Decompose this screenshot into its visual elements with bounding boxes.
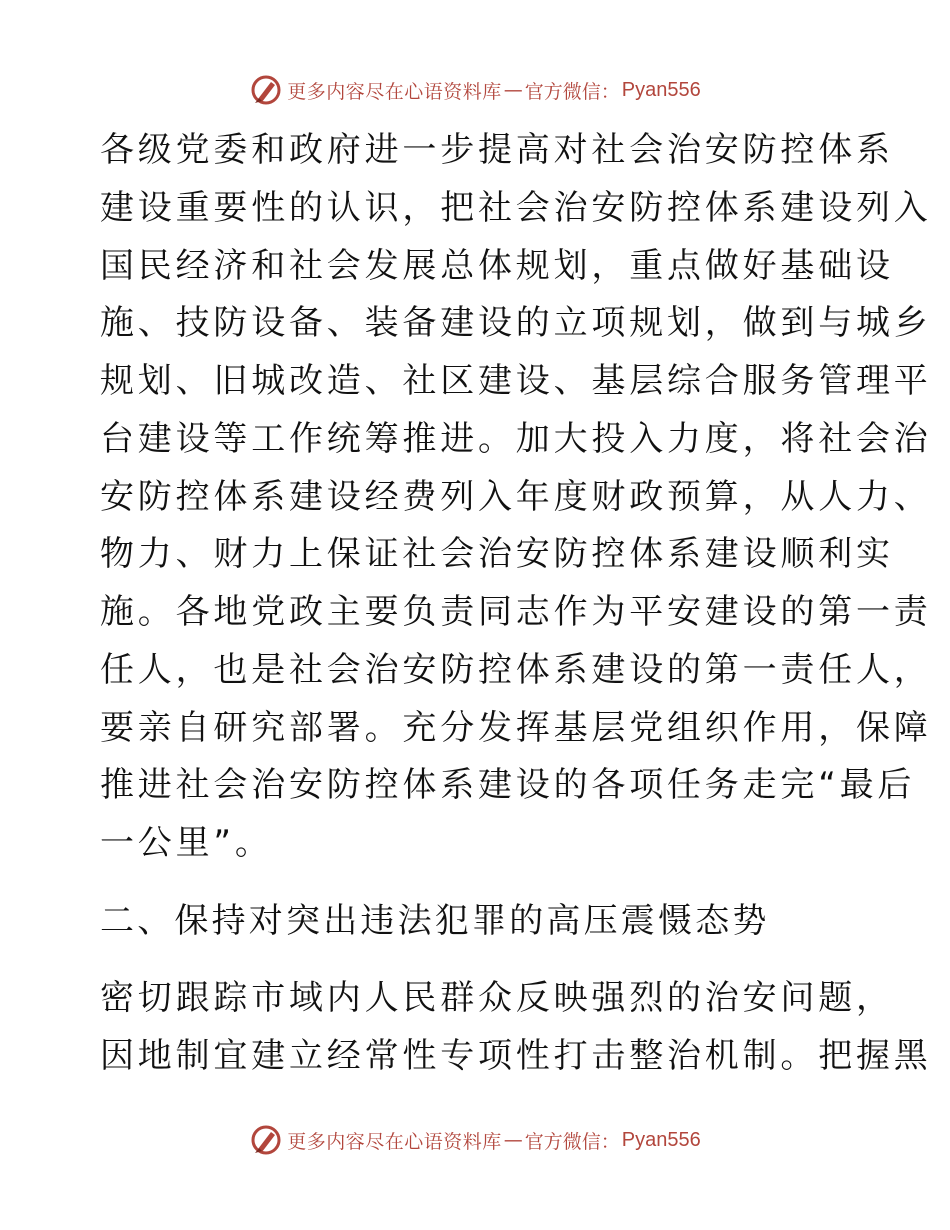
watermark-separator: — bbox=[503, 1129, 523, 1151]
watermark-site-text: 更多内容尽在心语资料库 bbox=[287, 1130, 502, 1153]
paragraph-line: 施、技防设备、装备建设的立项规划，做到与城乡 bbox=[100, 303, 932, 343]
pen-logo-icon bbox=[249, 73, 283, 107]
paragraph-line: 任人，也是社会治安防控体系建设的第一责任人， bbox=[100, 650, 932, 690]
header-watermark bbox=[0, 70, 950, 110]
section-heading: 二、保持对突出违法犯罪的高压震慑态势 bbox=[100, 901, 770, 941]
watermark-wechat-label: 官方微信： bbox=[524, 1130, 620, 1153]
watermark-wechat-id: Pyan556 bbox=[621, 1128, 701, 1151]
paragraph-line: 因地制宜建立经常性专项性打击整治机制。把握黑 bbox=[100, 1036, 932, 1076]
watermark-site-text: 更多内容尽在心语资料库 bbox=[287, 80, 502, 103]
watermark-wechat-label: 官方微信： bbox=[524, 80, 620, 103]
watermark-separator: — bbox=[503, 79, 523, 101]
paragraph-line: 密切跟踪市域内人民群众反映强烈的治安问题， bbox=[100, 978, 894, 1018]
paragraph-line: 建设重要性的认识，把社会治安防控体系建设列入 bbox=[100, 188, 932, 228]
paragraph-line: 推进社会治安防控体系建设的各项任务走完“最后 bbox=[100, 765, 916, 805]
paragraph-line: 要亲自研究部署。充分发挥基层党组织作用，保障 bbox=[100, 708, 932, 748]
paragraph-line: 各级党委和政府进一步提高对社会治安防控体系 bbox=[100, 130, 894, 170]
paragraph-line: 规划、旧城改造、社区建设、基层综合服务管理平 bbox=[100, 361, 932, 401]
watermark-wechat-id: Pyan556 bbox=[621, 78, 701, 101]
pen-logo-icon bbox=[249, 1123, 283, 1157]
paragraph-line: 一公里”。 bbox=[100, 823, 273, 863]
paragraph-line: 施。各地党政主要负责同志作为平安建设的第一责 bbox=[100, 592, 932, 632]
paragraph-line: 国民经济和社会发展总体规划，重点做好基础设 bbox=[100, 246, 894, 286]
paragraph-line: 安防控体系建设经费列入年度财政预算，从人力、 bbox=[100, 477, 932, 517]
footer-watermark bbox=[0, 1120, 950, 1160]
paragraph-line: 台建设等工作统筹推进。加大投入力度，将社会治 bbox=[100, 419, 932, 459]
paragraph-line: 物力、财力上保证社会治安防控体系建设顺利实 bbox=[100, 534, 894, 574]
